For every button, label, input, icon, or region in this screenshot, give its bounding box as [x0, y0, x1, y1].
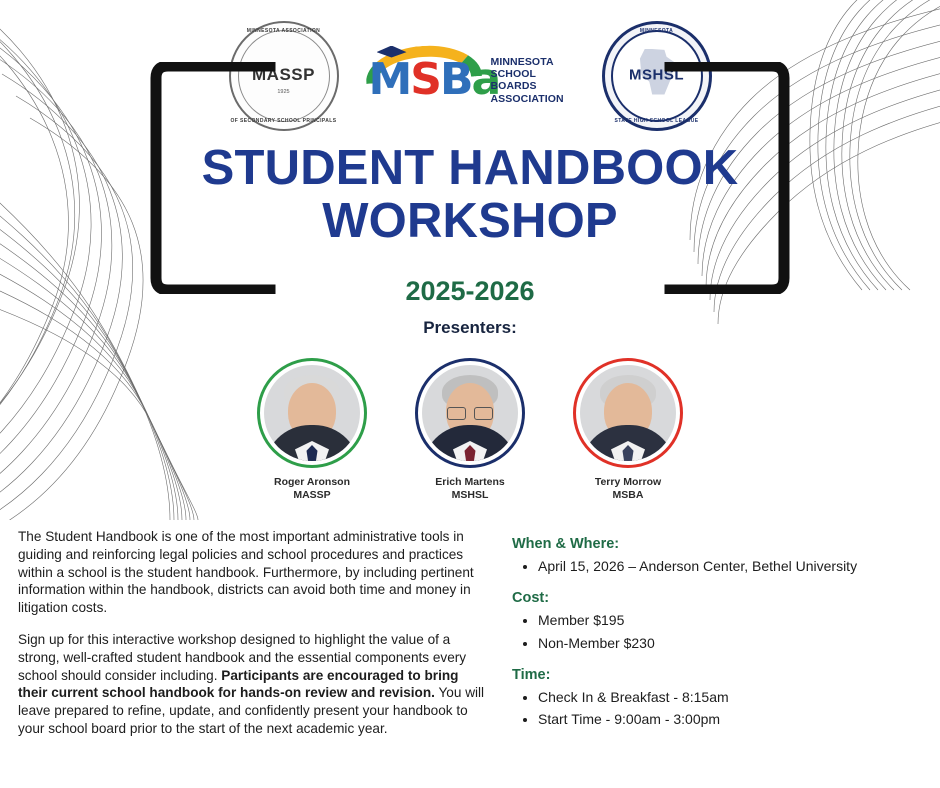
presenter-photo [580, 365, 676, 461]
presenter-card [407, 358, 533, 501]
mshsl-seal-bottom-text: STATE HIGH SCHOOL LEAGUE [614, 117, 699, 124]
presenter-org: MSHSL [451, 489, 489, 502]
avatar [257, 358, 367, 468]
list-item: • April 15, 2026 – Anderson Center, Bethel University [538, 556, 932, 576]
page-subtitle: 2025-2026 [405, 276, 535, 306]
description-paragraph-1: The Student Handbook is one of the most important administrative tools in guiding and reinforcing legal policies and school procedures and practices within a school is the student handbook. Furthermore, by including pertinent information within the handbook, districts can avoid both time and money in litigation costs. [18, 529, 474, 616]
msba-org-line2: SCHOOL BOARDS [490, 67, 537, 93]
mshsl-seal-top-text: MINNESOTA [639, 27, 674, 34]
when-where-heading: When & Where: [512, 536, 620, 552]
msba-org-line3: ASSOCIATION [490, 92, 564, 105]
details-column [512, 536, 932, 731]
time-heading: Time: [512, 666, 551, 683]
list-item: • Member $195 [538, 610, 932, 630]
presenters-list [0, 358, 940, 501]
presenters-heading: Presenters: [423, 318, 517, 337]
presenter-photo [264, 365, 360, 461]
presenter-card [565, 358, 691, 501]
massp-seal-name: MASSP [252, 64, 315, 84]
list-item: • Check In & Breakfast - 8:15am [538, 687, 932, 707]
massp-seal-top-text: MINNESOTA ASSOCIATION [246, 27, 321, 34]
description-paragraph-2-part1: Sign up for this interactive workshop designed to highlight the value of a strong, well-crafted student handbook and the essential components every school should consider including. [18, 631, 467, 683]
presenter-photo [422, 365, 518, 461]
msba-letter-a: a [471, 53, 500, 105]
presenter-name: Roger Aronson [273, 476, 351, 488]
msba-org-line1: MINNESOTA [490, 55, 554, 68]
presenter-name: Erich Martens [435, 476, 505, 488]
time-list [512, 687, 932, 730]
glasses-icon [447, 407, 493, 419]
cost-list [512, 610, 932, 653]
massp-seal-bottom-text: OF SECONDARY SCHOOL PRINCIPALS [230, 117, 337, 124]
avatar [415, 358, 525, 468]
title-line-1: STUDENT HANDBOOK [201, 141, 739, 195]
msba-letter-b: B [440, 53, 472, 105]
description-column [18, 528, 488, 752]
description-paragraph-2 [18, 631, 488, 738]
msba-letter-s: S [410, 53, 440, 105]
avatar [573, 358, 683, 468]
msba-letter-m: M [368, 53, 411, 105]
description-paragraph-2-bold: Participants are encouraged to bring their current school handbook for hands-on review and revision. [18, 667, 459, 701]
mshsl-seal-name: MSHSL [629, 66, 684, 84]
list-item: • Start Time - 9:00am - 3:00pm [538, 709, 932, 729]
cost-heading: Cost: [512, 590, 550, 607]
list-item: • Non-Member $230 [538, 633, 932, 653]
massp-seal-established: 1925 [277, 88, 290, 95]
presenter-org: MASSP [293, 489, 331, 502]
page-title [150, 142, 790, 248]
title-line-2: WORKSHOP [322, 193, 618, 248]
when-where-list [512, 556, 932, 576]
presenter-card [249, 358, 375, 501]
presenter-org: MSBA [612, 489, 644, 502]
presenter-name: Terry Morrow [594, 476, 662, 488]
description-paragraph-2-part2: You will leave prepared to refine, update, and confidently present your handbook to your school board prior to the start of the next academic year. [18, 685, 485, 736]
